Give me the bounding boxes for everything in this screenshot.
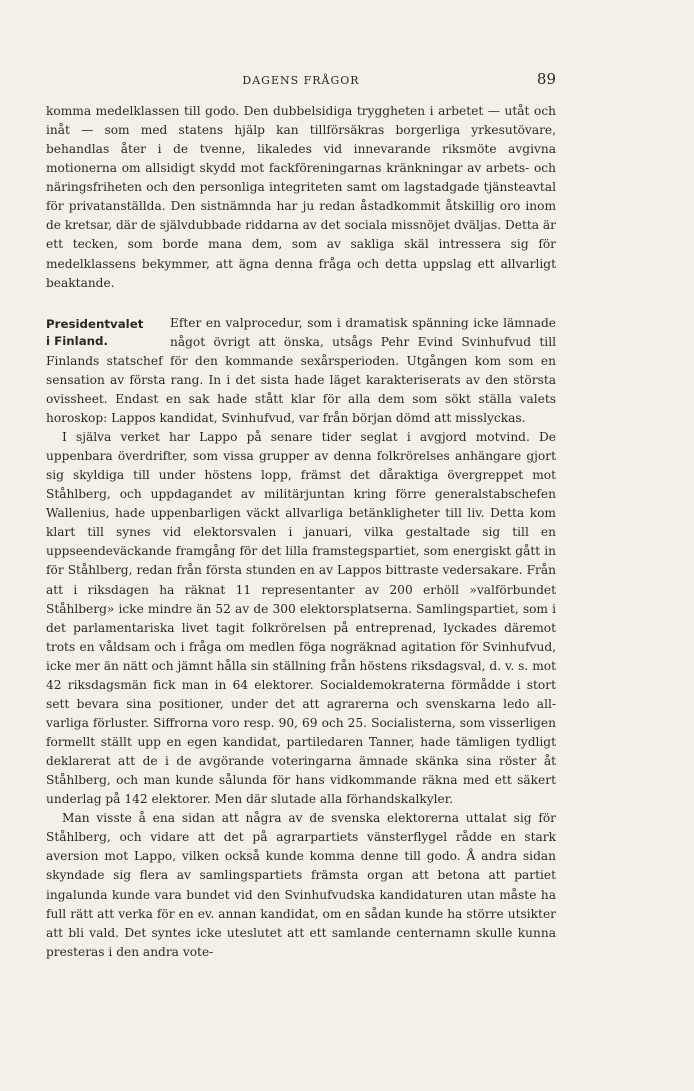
section-gap	[46, 293, 556, 314]
paragraph-continuation: komma medelklassen till godo. Den dubbelsidiga tryggheten i arbetet — utåt och inåt — som med statens hjälp kan tillförsäkras borgerliga yrkesutövare, behandlas åter i de tvenne, likaledes vid innevarande riksmöte avgivna motionerna om allsidigt skydd mot fackföreningarnas kränkningar av arbets- och näringsfriheten och den personliga integriteten samt om lagstadgade tjänsteavtal för privatanställda. Den sistnämnda har ju redan åstadkommit åtskillig oro inom de kretsar, där de självdubbade riddarna av det sociala missnöjet dväljas. Detta är ett tecken, som borde mana dem, som av sakliga skäl intressera sig för medelklassens bekymmer, att ägna denna fråga och detta uppslag ett allvarligt beaktande.	[46, 104, 556, 290]
running-head: DAGENS FRÅGOR	[242, 74, 360, 87]
paragraph-elektorer: Man visste å ena sidan att några av de svenska elektorerna uttalat sig för Ståhlberg, och vidare att det på agrarpartiets vänsterflygel rådde en stark aversion mot Lappo, vilken också kunde komma denne till godo. Å andra sidan skyndade sig flera av samlingspartiets främsta organ att betona att partiet ingalunda kunde vara bundet vid den Svinhufvudska kandidaturen utan måste ha full rätt att verka för en ev. annan kandidat, om en sådan kunde ha större utsikter att bli vald. Det syntes icke uteslutet att ett samlande centernamn skulle kunna presteras i den andra vote-	[46, 811, 556, 959]
page-number: 89	[536, 70, 556, 88]
section-title-line-2: i Finland.	[46, 333, 108, 348]
paragraph-presidentvalet: Efter en valprocedur, som i dramatisk spänning icke lämnade något övrigt att önska, utsågs Pehr Evind Svinhufvud till Finlands statschef för den kommande sexårsperioden. Utgången kom som en sensation av första rang. In i det sista hade läget karakteriserats av den största ovissheet. Endast en sak hade stått klar för alla dem som sökt ställa valets horoskop: Lappos kandidat, Svinhufvud, var från början dömd att misslyckas.	[46, 315, 556, 425]
paragraph-lappo: I själva verket har Lappo på senare tider seglat i avgjord motvind. De uppenbara överdrifter, som vissa grupper av denna folkrörelses anhängare gjort sig skyldiga till under höstens lopp, främst det dåraktiga övergreppet mot Ståhlberg, och uppdagandet av militärjuntan kring förre generalstabschefen Wallenius, hade uppenbarligen väckt allvarliga betänkligheter till liv. Detta kom klart till synes vid elektorsvalen i januari, vilka gestaltade sig till en uppseendeväckande framgång för det lilla framstegspartiet, som energiskt gått in för Ståhlberg, redan från första stunden en av Lappos bittraste vedersakare. Från att i riksdagen ha räknat 11 representanter av 200 erhöll »valförbundet Ståhlberg» icke mindre än 52 av de 300 elektorsplatserna. Samlingspartiet, som i det parlamentariska livet tagit folkrörelsen på entreprenad, lyckades däremot trots en våldsam och i fråga om medlen föga nogräknad agitation för Svinhufvud, icke mer än nätt och jämnt hålla sin ställning från höstens riksdagsval, d. v. s. mot 42 riksdagsmän fick man in 64 elektorer. Socialdemokraterna förmådde i stort sett bevara sina positioner, under det att agrarerna och svenskarna ledo allvarliga förluster. Siffrorna voro resp. 90, 69 och 25. Socialisterna, som visserligen formellt ställt upp en egen kandidat, partiledaren Tanner, hade tämligen tydligt deklarerat att de i de avgörande voteringarna ämnade skänka sina röster åt Ståhlberg, och man kunde sålunda för hans vidkommande räkna med ett säkert underlag på 142 elektorer. Men där slutade alla förhandskalkyler.	[46, 430, 556, 807]
body-text	[46, 102, 556, 962]
page-header	[46, 70, 556, 90]
section-title-line-1: Presidentvalet	[46, 316, 144, 331]
section-title	[46, 316, 164, 350]
